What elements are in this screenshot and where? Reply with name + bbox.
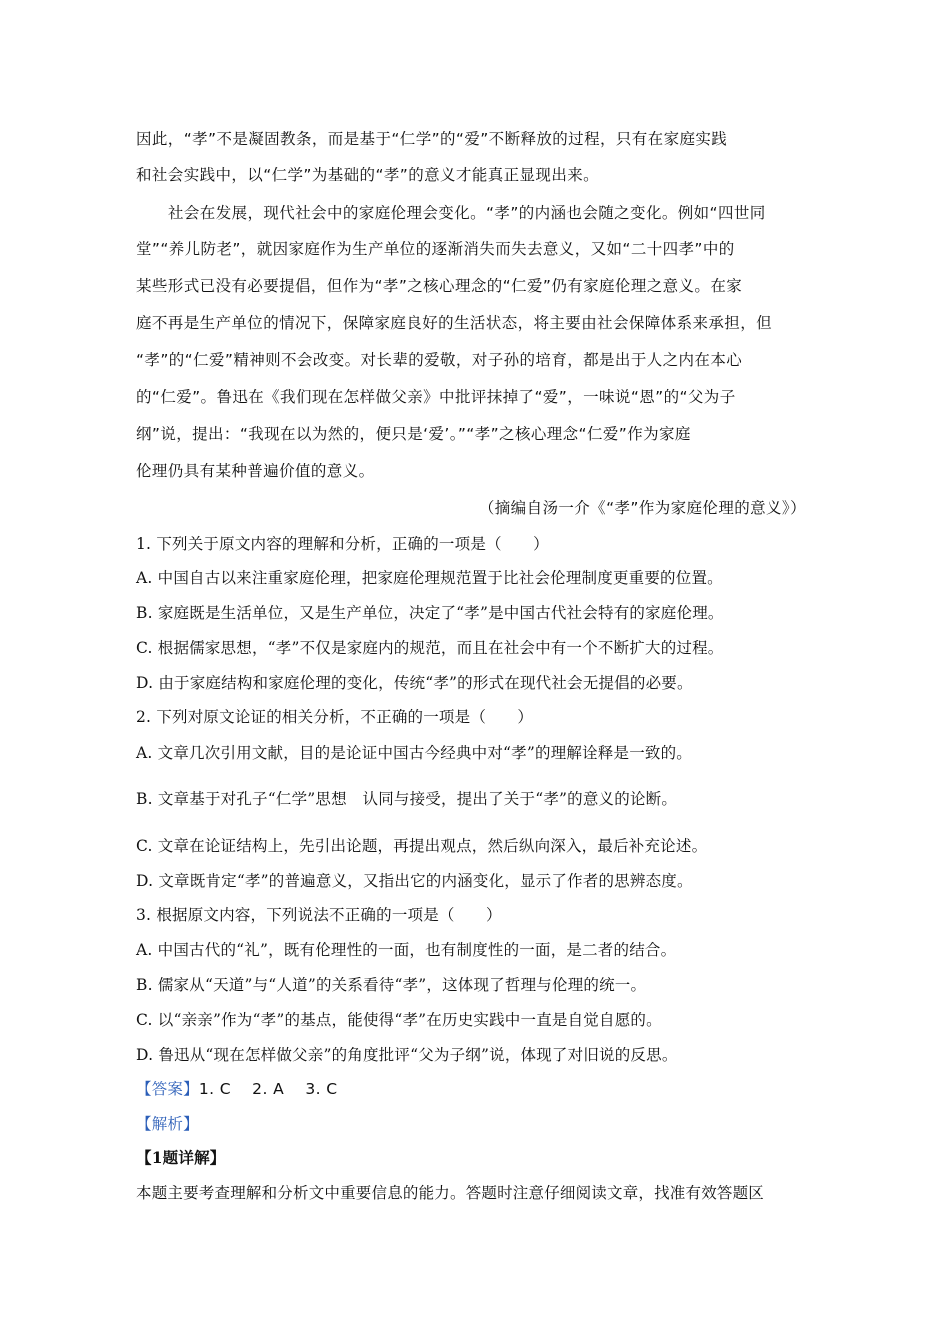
answer-label: 【答案】 (136, 1080, 199, 1098)
question-1-option-c: C. 根据儒家思想，“孝”不仅是家庭内的规范，而且在社会中有一个不断扩大的过程。 (136, 639, 724, 657)
question-3-stem: 3. 根据原文内容，下列说法不正确的一项是（ ） (136, 906, 502, 924)
passage-line: 堂”“养儿防老”，就因家庭作为生产单位的逐渐消失而失去意义，又如“二十四孝”中的 (136, 240, 735, 258)
passage-line: 纲”说，提出：“我现在以为然的，便只是‘爱’。”“孝”之核心理念“仁爱”作为家庭 (136, 425, 691, 443)
passage-line: 因此，“孝”不是凝固教条，而是基于“仁学”的“爱”不断释放的过程，只有在家庭实践 (136, 130, 728, 148)
answer-text: 1. C 2. A 3. C (198, 1080, 338, 1098)
question-3-option-a: A. 中国古代的“礼”，既有伦理性的一面，也有制度性的一面，是二者的结合。 (136, 941, 677, 959)
passage-line: 庭不再是生产单位的情况下，保障家庭良好的生活状态，将主要由社会保障体系来承担，但 (136, 314, 773, 332)
question-1-option-a: A. 中国自古以来注重家庭伦理，把家庭伦理规范置于比社会伦理制度更重要的位置。 (136, 569, 723, 587)
answer-line (136, 1077, 337, 1099)
question-2-option-b: B. 文章基于对孔子“仁学”思想 认同与接受，提出了关于“孝”的意义的论断。 (136, 790, 678, 808)
question-1-stem: 1. 下列关于原文内容的理解和分析，正确的一项是（ ） (136, 535, 549, 553)
passage-line: 和社会实践中，以“仁学”为基础的“孝”的意义才能真正显现出来。 (136, 166, 600, 184)
passage-source: （摘编自汤一介《“孝”作为家庭伦理的意义》） (478, 499, 806, 517)
analysis-detail-label: 【1题详解】 (136, 1148, 226, 1167)
analysis-text: 本题主要考查理解和分析文中重要信息的能力。答题时注意仔细阅读文章，找准有效答题区 (136, 1184, 765, 1202)
question-3-option-d: D. 鲁迅从“现在怎样做父亲”的角度批评“父为子纲”说，体现了对旧说的反思。 (136, 1046, 678, 1064)
question-1-option-b: B. 家庭既是生活单位，又是生产单位，决定了“孝”是中国古代社会特有的家庭伦理。 (136, 604, 724, 622)
passage-line: 某些形式已没有必要提倡，但作为“孝”之核心理念的“仁爱”仍有家庭伦理之意义。在家 (136, 277, 743, 295)
analysis-label: 【解析】 (136, 1115, 199, 1133)
question-3-option-b: B. 儒家从“天道”与“人道”的关系看待“孝”，这体现了哲理与伦理的统一。 (136, 976, 647, 994)
passage-line: “孝”的“仁爱”精神则不会改变。对长辈的爱敬，对子孙的培育，都是出于人之内在本心 (136, 351, 743, 369)
passage-line: 伦理仍具有某种普遍价值的意义。 (136, 462, 375, 480)
question-3-option-c: C. 以“亲亲”作为“孝”的基点，能使得“孝”在历史实践中一直是自觉自愿的。 (136, 1011, 662, 1029)
question-2-option-d: D. 文章既肯定“孝”的普遍意义，又指出它的内涵变化，显示了作者的思辨态度。 (136, 872, 693, 890)
question-2-stem: 2. 下列对原文论证的相关分析，不正确的一项是（ ） (136, 708, 534, 726)
passage-line: 社会在发展，现代社会中的家庭伦理会变化。“孝”的内涵也会随之变化。例如“四世同 (168, 204, 766, 222)
question-1-option-d: D. 由于家庭结构和家庭伦理的变化，传统“孝”的形式在现代社会无提倡的必要。 (136, 674, 693, 692)
passage-line: 的“仁爱”。鲁迅在《我们现在怎样做父亲》中批评抹掉了“爱”，一味说“恩”的“父为子 (136, 388, 736, 406)
question-2-option-a: A. 文章几次引用文献，目的是论证中国古今经典中对“孝”的理解诠释是一致的。 (136, 744, 692, 762)
question-2-option-c: C. 文章在论证结构上，先引出论题，再提出观点，然后纵向深入，最后补充论述。 (136, 837, 708, 855)
